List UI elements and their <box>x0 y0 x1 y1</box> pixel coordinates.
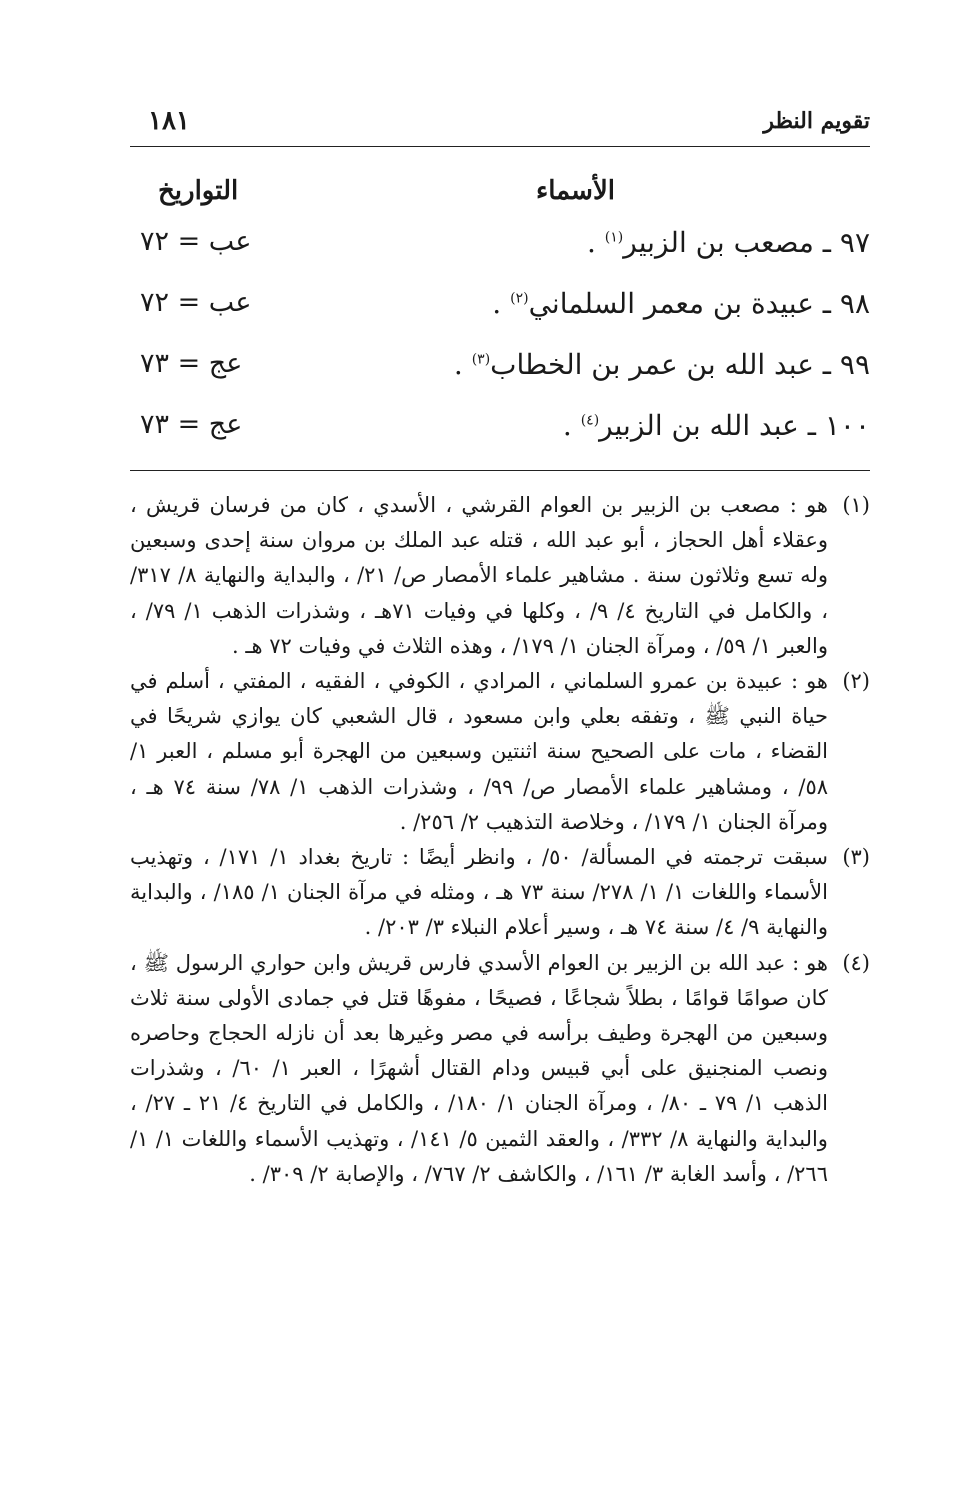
death-date: عج = ٧٣ <box>140 348 243 379</box>
names-dates-table <box>130 176 870 470</box>
footnote-marker: (٤) <box>842 950 870 975</box>
name-end: . <box>453 348 472 381</box>
person-name-text: ٩٨ ـ عبيدة بن معمر السلماني <box>528 287 870 320</box>
footnote-text: هو : عبيدة بن عمرو السلماني ، المرادي ، الكوفي ، الفقيه ، المفتي ، أسلم في حياة النبي ﷺ ، وتفقه بعلي وابن مسعود ، قال الشعبي كان يوازي شريحًا في القضاء ، مات على الصحيح سنة اثنتين وسبعين من الهجرة أبو مسلم ، العبر ١/ ٥٨/ ، ومشاهير علماء الأمصار ص/ ٩٩/ ، وشذرات الذهب ١/ ٧٨/ سنة ٧٤ هـ ، ومرآة الجنان ١/ ١٧٩/ ، وخلاصة التذهيب ٢/ ٢٥٦/ . <box>130 669 828 834</box>
person-name-text: ١٠٠ ـ عبد الله بن الزبير <box>599 409 870 442</box>
footnote-ref[interactable]: (٢) <box>510 290 529 307</box>
footnote-marker: (٢) <box>842 669 870 694</box>
table-row <box>130 348 870 409</box>
name-end: . <box>562 409 581 442</box>
death-date: عب = ٧٢ <box>140 287 252 318</box>
table-row <box>130 409 870 470</box>
footnote-text: هو : عبد الله بن الزبير بن العوام الأسدي فارس قريش وابن حواري الرسول ﷺ ، كان صوامًا قوامًا ، بطلاً شجاعًا ، فصيحًا ، مفوهًا قتل في جمادى الأولى سنة ثلاث وسبعين من الهجرة وطيف برأسه في مصر وغيرها بعد أن نازله الحجاج وحاصره ونصب المنجنيق على أبي قبيس ودام القتال أشهرًا ، العبر ١/ ٦٠/ ، وشذرات الذهب ١/ ٧٩ ـ ٨٠/ ، ومرآة الجنان ١/ ١٨٠/ ، والكامل في التاريخ ٤/ ٢١ ـ ٢٧/ ، والبداية والنهاية ٨/ ٣٣٢/ ، والعقد الثمين ٥/ ١٤١/ ، وتهذيب الأسماء واللغات ١/ ١/ ٢٦٦/ ، وأسد الغابة ٣/ ١٦١/ ، والكاشف ٢/ ٧٦٧/ ، والإصابة ٢/ ٣٠٩/ . <box>130 950 828 1186</box>
footnotes <box>130 488 870 1192</box>
page-number: ١٨١ <box>148 106 190 136</box>
running-head <box>130 104 870 144</box>
table-header <box>130 176 870 226</box>
table-row <box>130 226 870 287</box>
person-name <box>492 287 870 320</box>
footnote <box>130 840 870 946</box>
person-name <box>587 226 870 259</box>
footnote-text: هو : مصعب بن الزبير بن العوام القرشي ، الأسدي ، كان من فرسان قريش ، وعقلاء أهل الحجاز ، أبو عبد الله ، قتله عبد الملك بن مروان سنة إحدى وسبعين وله تسع وثلاثون سنة . مشاهير علماء الأمصار ص/ ٢١/ ، والبداية والنهاية ٨/ ٣١٧/ ، والكامل في التاريخ ٤/ ٩/ ، وكلها في وفيات ٧١هـ ، وشذرات الذهب ١/ ٧٩/ ، والعبر ١/ ٥٩/ ، ومرآة الجنان ١/ ١٧٩/ ، وهذه الثلاث في وفيات ٧٢ هـ . <box>130 493 829 658</box>
footnote-marker: (٣) <box>842 845 870 870</box>
person-name-text: ٩٩ ـ عبد الله بن عمر بن الخطاب <box>490 348 870 381</box>
names-column-header: الأسماء <box>535 176 615 206</box>
footnote-ref[interactable]: (١) <box>604 229 624 246</box>
person-name <box>563 409 870 442</box>
footnote-marker: (١) <box>842 493 870 517</box>
dates-column-header: التواريخ <box>158 176 239 206</box>
table-row <box>130 287 870 348</box>
footnote-separator <box>130 470 870 471</box>
header-rule <box>130 146 870 147</box>
person-name <box>454 348 870 381</box>
person-name-text: ٩٧ ـ مصعب بن الزبير <box>623 226 870 259</box>
death-date: عب = ٧٢ <box>140 226 252 257</box>
name-end: . <box>492 287 511 320</box>
footnote <box>130 946 870 1192</box>
footnote <box>130 488 870 664</box>
footnote-text: سبقت ترجمته في المسألة/ ٥٠/ ، وانظر أيضًا : تاريخ بغداد ١/ ١٧١/ ، وتهذيب الأسماء واللغات ١/ ١/ ٢٧٨/ سنة ٧٣ هـ ، ومثله في مرآة الجنان ١/ ١٨٥/ ، والبداية والنهاية ٩/ ٤/ سنة ٧٤ هـ ، وسير أعلام النبلاء ٣/ ٢٠٣/ . <box>130 845 829 940</box>
footnote-ref[interactable]: (٤) <box>580 412 600 429</box>
running-title: تقويم النظر <box>763 108 870 134</box>
death-date: عج = ٧٣ <box>140 409 243 440</box>
footnote-ref[interactable]: (٣) <box>471 351 491 368</box>
footnote <box>130 664 870 840</box>
name-end: . <box>586 226 605 259</box>
